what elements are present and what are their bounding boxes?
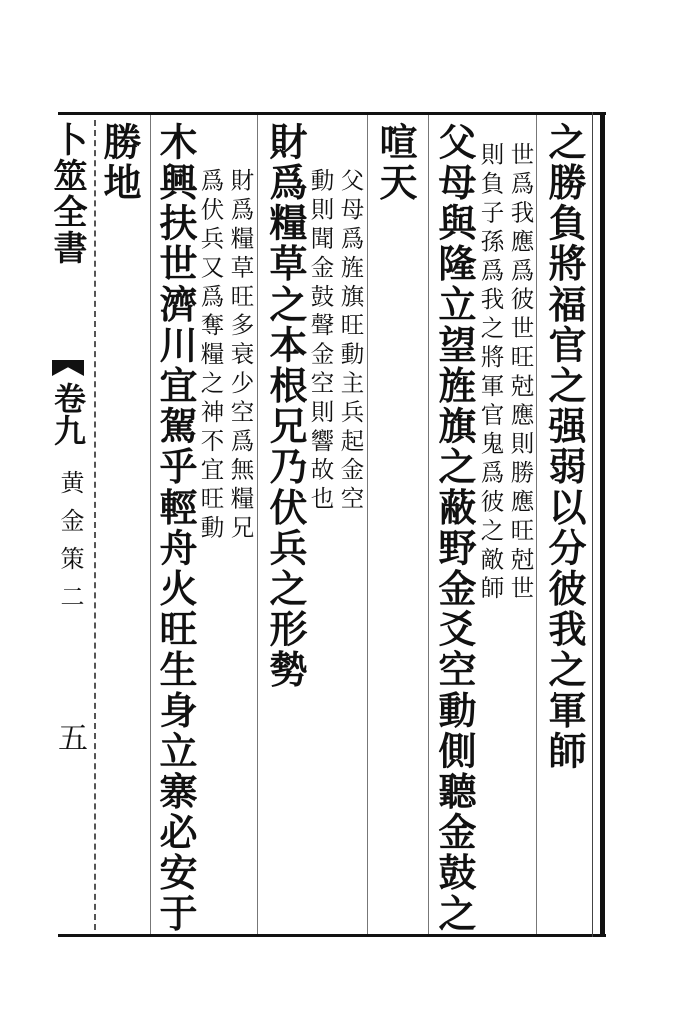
- text-column-main: 勝地: [97, 122, 142, 204]
- text-column-main: 之勝負將福官之强弱以分彼我之軍師: [542, 122, 587, 772]
- text-column-note: 財爲糧草旺多衰少空爲無糧兄: [226, 168, 255, 544]
- text-column-note: 父母爲旌旗旺動主兵起金空: [336, 168, 365, 515]
- chapter-label: 黄金策二: [56, 470, 84, 622]
- column-rule: [536, 115, 537, 934]
- text-column-main: 喧天: [373, 122, 418, 204]
- text-column-note: 動則聞金鼓聲金空則響故也: [306, 168, 335, 515]
- text-column-note: 爲伏兵又爲奪糧之神不宜旺動: [196, 168, 225, 544]
- text-column-main: 木興扶世濟川宜駕乎輕舟火旺生身立寨必安于: [153, 122, 198, 934]
- frame-right-inner-line: [592, 112, 593, 937]
- column-rule: [367, 115, 368, 934]
- column-rule: [150, 115, 151, 934]
- fish-tail-mark: [52, 360, 84, 376]
- column-rule: [257, 115, 258, 934]
- text-column-note: 則負子孫爲我之將軍官鬼爲彼之敵師: [476, 142, 505, 605]
- page-number: 五: [52, 722, 87, 752]
- fold-margin-line: [94, 120, 97, 930]
- volume-label: 卷九: [49, 382, 87, 446]
- column-rule: [428, 115, 429, 934]
- text-column-main: 財爲糧草之本根兄乃伏兵之形勢: [263, 122, 308, 691]
- frame-bottom-border: [58, 934, 606, 937]
- text-column-note: 世爲我應爲彼世旺尅應則勝應旺尅世: [506, 142, 535, 605]
- text-column-main: 父母與隆立望旌旗之蔽野金爻空動側聽金鼓之: [432, 122, 477, 934]
- frame-top-border: [58, 112, 606, 115]
- book-title: 卜筮全書: [47, 122, 87, 266]
- frame-right-border: [600, 112, 605, 937]
